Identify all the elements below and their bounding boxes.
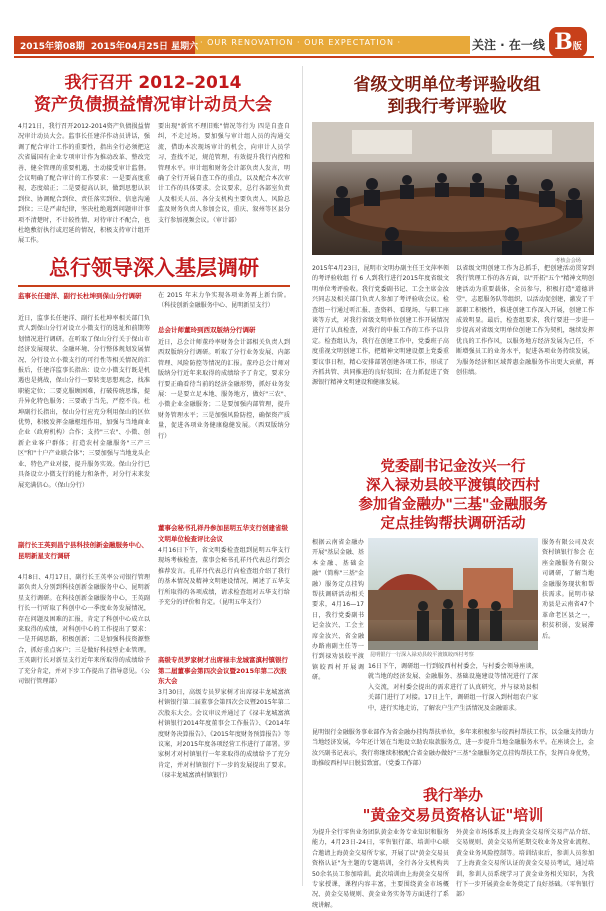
article4-right: 服务有限公司及农资村镇银行参会 在座金融服务有限公司调研，了解当地金融服务现状和帮扶需求。昆明市禄劝县是云南省47个革命老区县之一，积贫积弱，发展滞后。 <box>542 539 594 640</box>
article3-sub1: 监事长任建洋、副行长杜坤到保山分行调研 <box>18 292 142 300</box>
meeting-scene <box>312 122 594 255</box>
article3-col5: 3月30日，高级专员罗家树才出席禄丰龙城富滇村镇银行第二届董事会第四次会议暨2015年第二次股东大会。会议审议并通过了《禄丰龙城富滇村镇银行2014年度董事会工作报告》、《2014年度财务决算报告》、《2015年度财务预算报告》等议案，对2015年度各项经营工作进行了部署。罗家树才对村镇银行一年来取得的成绩给予了充分肯定，并对村镇银行下一步的发展提出了要求。（禄丰龙城富滇村镇银行） <box>158 689 290 780</box>
issue-label: 2015年第08期 2015年04月25日 星期六 <box>20 42 199 52</box>
article5-col1: 为提升全行零售业务团队黄金业务专业知识和服务能力，4月23日-24日，零售银行部、培训中心联合邀请上海黄金交易所专家，开展了以"黄金交易员资格认证"为主题的专题培训，全行各分支机构共50余名员工参加培训。此次培训由上海黄金交易所专家授课，课程内容丰富，主要围绕黄金市场概况、黄金交易规则、黄金业务实务等方面进行了系统讲解。 <box>312 829 449 909</box>
article4-headline: 党委副书记金汝兴一行 深入禄劝县皎平渡镇皎西村 参加省金融办"三基"金融服务 定点挂钩帮扶调研活动 <box>358 459 548 532</box>
page-badge: B版 <box>549 27 587 57</box>
article2-photo-caption: 考核会会场 <box>555 258 581 264</box>
article3-col4: 4月16日下午，省文明委检查组到昆明五华支行现场考核检查，董事会秘书孔祥丹代表总行到会推荐发言。孔祥丹代表总行向检查组介绍了我行的基本情况及精神文明建设情况，阐述了五华支行所取得的各项成绩，请求检查组对五华支行给予充分的评价和肯定。（昆明五华支行） <box>158 547 290 607</box>
article1-col1: 4月21日，我行召开2012-2014资产负债损益情况审计动员大会。监事长任建洋作动员讲话，强调了配合审计工作的重要性，指出全行必须把这次省属国有企业专项审计作为推动改革、整改完善、健全管理的重要机遇，主动接受审计监督。会议明确了配合审计的工作要求：一是要高度重视，态度端正；二是要提高认识，做到思想认识到位、协调配合到位、责任落实到位、信息沟通到位；三是严肃纪律，坚决杜绝遇到问题审计事项不清楚时，不计较性情、对待审计不配合，也杜绝敷衍执行或迟延的情况，积极支持审计组开展工作。 <box>18 123 150 245</box>
article3-col2: 4月8日、4月17日，副行长王英率公司银行管理部负责人分别到科技创新金融服务中心、昆明新星支行调研。在科技创新金融服务中心，王英副行长一行听取了科创中心一季度业务发展情况，存在问题及困难的汇报，肯定了科创中心成立以来取得的成绩，对科创中心的工作提出了要求：一是开阔思路，积极创新；二是加强科技资源整合，抓好重点客户；三是做好科技型企业管理。王英副行长对新星支行近年来所取得的成绩给予了充分肯定，并对下步工作提出了指导意见。（公司银行管理部） <box>18 574 150 686</box>
article2-col2: 以省级文明创建工作为总抓手，把创建活动贯穿到我行管理工作的各方面，以"开拓"五个"精神文明创建活动为重要载体，全员参与，积极打造"道德讲堂"，志愿服务队等组织，以活动促创建，激发了干部职工积极性，推进创建工作深入开展，创建工作成效明显。最后，检查组要求，我行要进一步进一步提高对省级文明单位创建工作为契机，继续发挥优良的工作作风，以服务地方经济发展为己任，不断增强员工的业务水平，促进各项业务持续发展，为服务经济和区域普惠金融服务作出更大贡献，再创佳绩。 <box>456 265 594 377</box>
article3-sub2: 副行长王英到昌宁县科技创新金融服务中心、昆明新星支行调研 <box>18 541 148 560</box>
article1-headline: 我行召开 2012–2014 资产负债损益情况审计动员大会 <box>34 73 272 115</box>
article5-headline: 我行举办 "黄金交易员资格认证"培训 <box>362 786 544 824</box>
header-slogan: · OUR RENOVATION · OUR EXPECTATION · <box>200 38 402 47</box>
article3-sub3: 总会计师董玲到西双版纳分行调研 <box>158 326 256 334</box>
article5-col2: 外黄金市场体系及上海黄金交易所交易产品介绍、交易规则、黄金交易所延期交收业务及营业流程、黄金业务风险控制等。培训结束后，参训人员参加了上海黄金交易所认证的黄金交易员考试，通过培训，参训人员系统学习了黄金业务相关知识，为我行下一步开展黄金业务奠定了良好基础。（零售银行部） <box>456 829 594 899</box>
article4-body2: 昆明银行金融服务事业部作为省金融办挂钩帮扶单位，多年来积极参与皎西村帮扶工作，以金融支持助力当地经济发展，今年还计划在当地设立助农取款服务点，进一步提升当地金融服务水平。在座谈会上，金汝兴副书记表示，我行将继续积极配合省金融办做好"三基"金融服务定点挂钩帮扶工作，发挥自身优势，助推皎西村早日脱贫致富。（党委工作部） <box>312 729 594 768</box>
article3-sub5: 高级专员罗家树才出席禄丰龙城富滇村镇银行第二届董事会第四次会议暨2015年第二次股东大会 <box>158 656 288 685</box>
article3-col3-head: 在 2015 年末力争实现各项业务再上新台阶。（科技创新金融服务中心、昆明新星支行） <box>158 292 290 310</box>
article3-col1: 近日，监事长任建洋、副行长杜坤率相关部门负责人到保山分行对设立小微支行的选址和前期筹划情况进行调研。在听取了保山分行关于保山市经济发展现状、金融环境、分行整体规划发展情况、分行设立小微支行的可行性等相关情况的汇报后，任建洋监事长指出：设立小微支行既是机遇也是挑战，保山分行一要转变思想观念，找准职能定位；二要克服顾困难，打破传统思维，提升异化特色服务；三要敢于当先，严控不良。杜坤副行长指出，保山分行应充分利用保山的区位优势，积极发挥金融枢纽作用，加强与当地商业企业（政府机构）合作；支持"三农"、小微、创新企业客户群体；打造农村金融服务"三产三区"和"十户产业联合体"；三要加强与当地龙头企业、特色产业对接，提升服务实效。保山分行已具备设立小微支行的能力和条件，对分行未来发展充满信心。（保山分行） <box>18 315 150 489</box>
village-scene <box>368 538 538 650</box>
article1-col2: 要出现"新官不理旧账"情况等行为 四是自查自纠，不走过场。要加强与审计组人员的沟通交流，借助本次现场审计的机会，向审计人员学习，查找不足，规范管理，有效提升我行内控和管理水平。审计组和财务会计部负责人发言，明确了全行开展自查工作的重点，以及配合本次审计工作的具体要求。会议要求，总行各部室负责人及相关人员、各分支机构主要负责人、风险总监及财务负责人参加会议，重庆、叙州等区县分支行参加视频会议。（审计部） <box>158 123 290 224</box>
article4-body: 16日下午，调研组一行到皎西村村委会，与村委会领导座谈，就当地的经济发展、金融服务、基础设施建设等情况进行了深入交流，对村委会提出的需求进行了认真研究，并与禄劝县相关部门进行了对接。17日上午，调研组一行深入到村组农户家中，进行实地走访，了解农户生产生活情况及金融需求。 <box>368 663 538 712</box>
article3-col3: 近日，总会计师董玲率财务会计部相关负责人到西双版纳分行调研。听取了分行业务发展、内部管理、风险防控等情况的汇报。董玲总会计师对版纳分行近年来取得的成绩给予了肯定，要求分行要正确看待当前的经济金融形势，抓好业务发展：一是要立足本地、服务地方，做好"三农"、小微企业金融服务；二是要加强内部管理，提升财务管理水平；三是加强风险防控，确保资产质量，促进各项业务健康稳健发展。（西双版纳分行） <box>158 339 290 440</box>
article2-headline: 省级文明单位考评验收组 到我行考评验收 <box>353 75 541 117</box>
article4-photo-caption: 昆明银行一行深入禄劝县皎平渡镇皎西村考察 <box>370 652 474 658</box>
date-label: 2015年04月25日 星期六 <box>90 42 199 52</box>
article4-lead: 根据云南省金融办开展"基层金融、基本金融、基础金融"（简称"三基"金融）服务定点挂钩帮扶调研活动相关要求，4月16—17日，我行党委副书记金汝兴、工会主席金汝兴、省金融办路南副主任等一行到禄劝县皎平渡镇皎西村开展调研。 <box>312 539 364 682</box>
village-photo <box>368 538 538 650</box>
article3-sub4: 董事会秘书孔祥丹参加昆明五华支行创建省级文明单位检查评比会议 <box>158 524 288 543</box>
article2-col1: 2015年4月23日，昆明市文明办副主任王文萍率领的考评验收组 行 6 人到我行进行2015年度省级文明单位考评验收。我行党委副书记、工会主席金汝兴同志及相关部门负责人参加了考评验收会议。检查组一行通过听汇报、查资料、看现场、与职工座谈等方式，对我行省级文明单位创建工作开展情况进行了认真检查，对我行的申报工作的工作予以肯定。检查组认为，我行在创建工作中，党委班子高度重视文明创建工作，把精神文明建设摆上党委重要议事日程，精心安排部署创建各项工作，形成了齐抓共管、共同推进的良好氛围；在力抓促进了资源银行精神文明建设和健康发展。 <box>312 265 449 387</box>
meeting-photo <box>312 122 594 255</box>
section-title: 关注 · 在一线 <box>472 38 545 52</box>
page-header <box>0 0 606 58</box>
column-divider <box>302 66 303 886</box>
article3-rule <box>18 285 290 287</box>
article3-headline: 总行领导深入基层调研 <box>49 256 259 280</box>
header-rule <box>14 56 594 58</box>
